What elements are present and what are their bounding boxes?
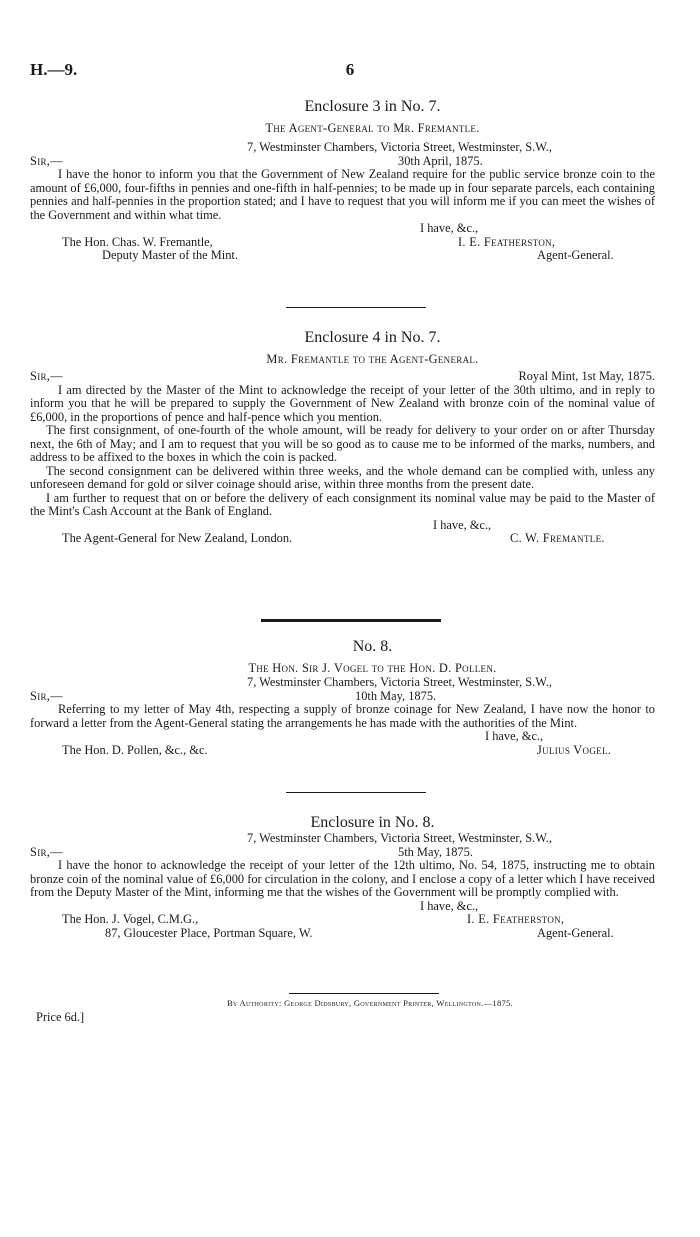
from-to-line: Mr. Fremantle to the Agent-General. [266, 352, 479, 366]
salutation-date-row [30, 155, 655, 169]
signature-row [30, 236, 655, 250]
signature-row [30, 532, 655, 546]
section-title: Enclosure in No. 8. [310, 814, 435, 831]
page-number: 6 [345, 60, 355, 79]
signer-title: Agent-General. [537, 248, 614, 262]
recipient-name: The Hon. J. Vogel, C.M.G., [62, 912, 199, 926]
signer-name: C. W. Fremantle. [510, 531, 605, 545]
sender-address: 7, Westminster Chambers, Victoria Street, Westminster, S.W., [247, 140, 553, 154]
letter-date: 30th April, 1875. [398, 153, 483, 168]
enclosure-no-8-letter [30, 813, 655, 940]
salutation: Sir,— [30, 369, 63, 383]
letter-body: I have the honor to inform you that the Government of New Zealand require for the public service bronze coin to the amount of £6,000, four-fifths in pennies and one-fifth in half-pennies; to be made up in four separate parcels, each containing pennies and half-pennies in the proportion stated; and I have to request that you will inform me if you can meet the wishes of the Government and within what time. [30, 167, 655, 222]
letter-date: 10th May, 1875. [355, 688, 437, 703]
signer-name: I. E. Featherston, [467, 912, 565, 926]
closing: I have, &c., [420, 221, 479, 235]
letter-paragraph-4: I am further to request that on or before the delivery of each consignment its nominal value may be paid to the Master of the Mint's Cash Account at the Bank of England. [30, 490, 655, 518]
major-section-divider [261, 619, 441, 622]
section-divider [286, 307, 426, 308]
recipient-title: Deputy Master of the Mint. [102, 248, 238, 262]
signature-title-row [30, 249, 655, 263]
recipient-name: The Agent-General for New Zealand, London. [62, 531, 293, 545]
signer-name: I. E. Featherston, [458, 234, 556, 249]
price-note: Price 6d.] [36, 1010, 85, 1024]
from-to-line: The Agent-General to Mr. Fremantle. [265, 121, 480, 135]
place-date: Royal Mint, 1st May, 1875. [518, 369, 655, 383]
salutation-date-row [30, 370, 655, 384]
section-divider [286, 792, 426, 793]
letter-body: I have the honor to acknowledge the receipt of your letter of the 12th ultimo, No. 54, 1875, instructing me to obtain bronze coin of the nominal value of £6,000 for circulation in the colony, and I enclose a copy of a letter which I have received from the Deputy Master of the Mint, informing me that the wishes of the Government will be promptly complied with. [30, 858, 655, 899]
section-title: Enclosure 4 in No. 7. [304, 329, 441, 346]
enclosure-3-letter [30, 97, 655, 263]
signature-row [30, 913, 655, 927]
salutation-date-row [30, 846, 655, 860]
letter-paragraph-1: I am directed by the Master of the Mint to acknowledge the receipt of your letter of the 30th ultimo, and in reply to inform you that he will be prepared to supply the Government of New Zealand with bronze coin of the nominal value of £6,000, in the proportions of pence and half-pence which you mention. [30, 382, 655, 424]
signer-title: Agent-General. [537, 925, 614, 940]
recipient-address: 87, Gloucester Place, Portman Square, W. [105, 925, 313, 940]
salutation-date-row [30, 690, 655, 704]
section-title: No. 8. [352, 638, 393, 655]
sender-address: 7, Westminster Chambers, Victoria Street, Westminster, S.W., [247, 675, 553, 689]
footer-rule [289, 993, 439, 994]
closing: I have, &c., [420, 898, 479, 913]
recipient-name: The Hon. D. Pollen, &c., &c. [62, 742, 208, 757]
from-to-line: The Hon. Sir J. Vogel to the Hon. D. Pollen. [248, 661, 497, 675]
document-reference: H.—9. [30, 60, 78, 79]
sender-address: 7, Westminster Chambers, Victoria Street, Westminster, S.W., [247, 831, 553, 845]
letter-paragraph-3: The second consignment can be delivered within three weeks, and the whole demand can be complied with, unless any unforeseen demand for gold or silver coinage should arise, within three months from the present date. [30, 463, 655, 491]
recipient-name: The Hon. Chas. W. Fremantle, [62, 234, 213, 249]
letter-body: Referring to my letter of May 4th, respecting a supply of bronze coinage for New Zealand, I have now the honor to forward a letter from the Agent-General stating the arrangements he has made with the authorities of the Mint. [30, 702, 655, 730]
letter-date: 5th May, 1875. [398, 844, 473, 859]
signer-name: Julius Vogel. [537, 742, 612, 757]
printer-authority: By Authority: George Didsbury, Government Printer, Wellington.—1875. [226, 998, 514, 1008]
enclosure-4-letter [30, 328, 655, 546]
closing: I have, &c., [433, 517, 492, 532]
salutation: Sir,— [30, 844, 63, 859]
signature-title-row [30, 927, 655, 941]
closing: I have, &c., [485, 729, 544, 743]
section-title: Enclosure 3 in No. 7. [304, 98, 441, 115]
no-8-letter [30, 637, 655, 757]
signature-row [30, 744, 655, 758]
salutation: Sir,— [30, 688, 63, 703]
salutation: Sir,— [30, 153, 63, 168]
letter-paragraph-2: The first consignment, of one-fourth of the whole amount, will be ready for delivery to your order on or after Thursday next, the 6th of May; and I am to request that you will be so good as to cause me to be informed of the marks, numbers, and address to be affixed to the boxes in which the coin is packed. [30, 423, 655, 464]
